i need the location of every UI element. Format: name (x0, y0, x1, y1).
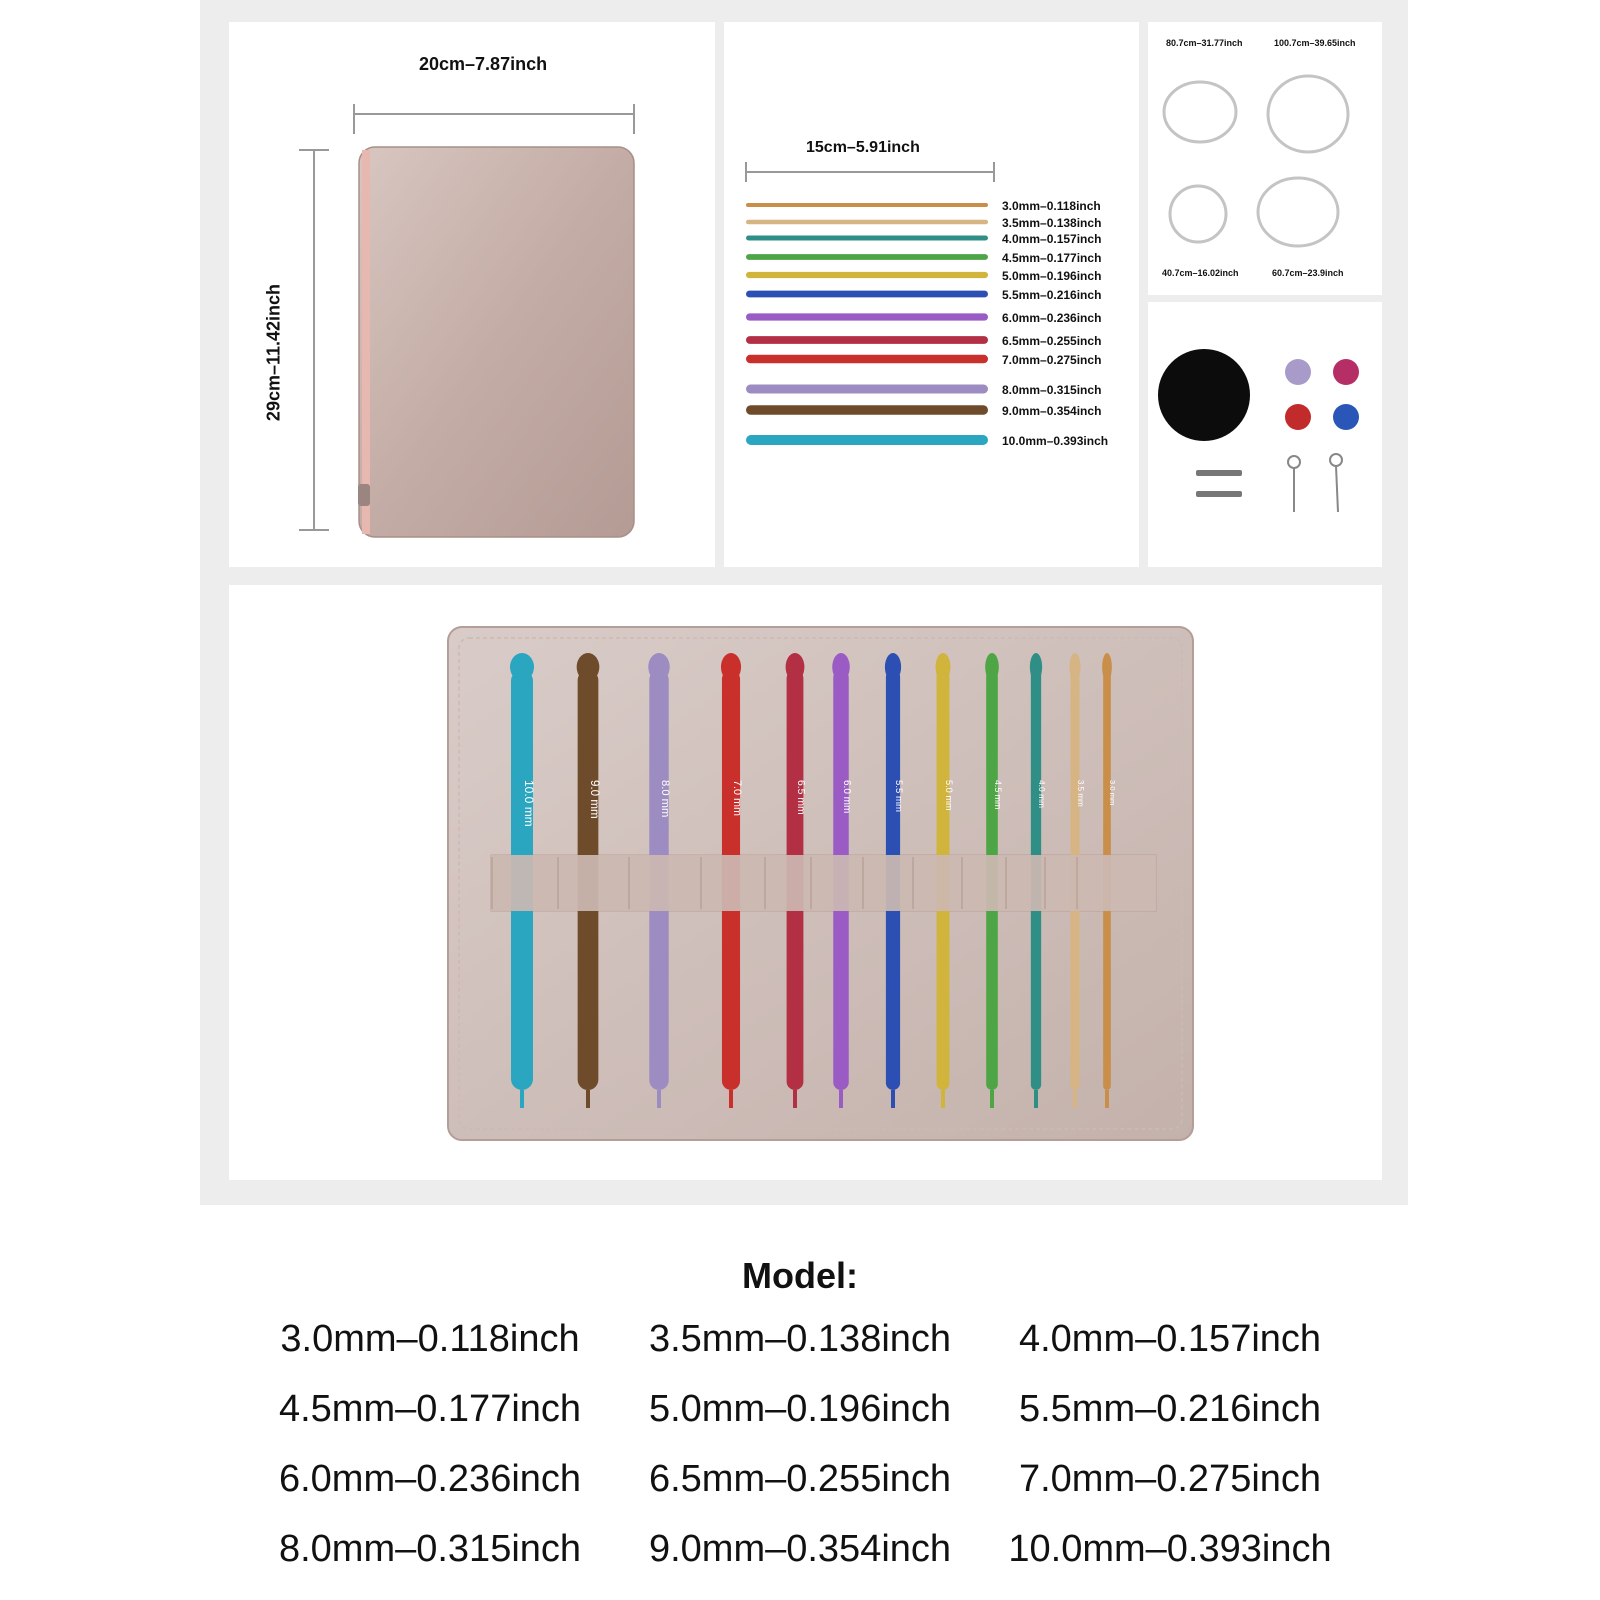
open-hook-label: 5.0 mm (944, 780, 954, 811)
open-hook-label: 5.5 mm (893, 780, 904, 812)
hook-size-label: 6.5mm–0.255inch (1002, 334, 1102, 348)
open-hook-tip (657, 1090, 661, 1108)
hook-row-1 (746, 199, 1101, 213)
model-size-item: 4.0mm–0.157inch (1018, 1318, 1322, 1360)
stopper-blue (1333, 404, 1359, 430)
hook-bar (746, 355, 988, 363)
accessories-panel (1148, 302, 1382, 567)
open-hook-tip (793, 1090, 797, 1108)
model-size-item: 10.0mm–0.393inch (1008, 1528, 1332, 1570)
open-hook-head (721, 653, 741, 681)
cables-illustration (1148, 22, 1382, 295)
hook-size-label: 10.0mm–0.393inch (1002, 434, 1109, 448)
hook-size-label: 4.5mm–0.177inch (1002, 251, 1102, 265)
open-hook-label: 6.5 mm (795, 780, 806, 815)
hook-row-2 (746, 216, 1101, 230)
open-hook-tip (1073, 1090, 1077, 1108)
hook-row-7 (746, 311, 1101, 325)
stopper-purple (1285, 359, 1311, 385)
hook-row-8 (746, 334, 1101, 348)
model-size-item: 7.0mm–0.275inch (1018, 1458, 1322, 1500)
hook-bar (746, 336, 988, 344)
open-case-panel (229, 585, 1382, 1180)
cable-label-1: 80.7cm–31.77inch (1166, 38, 1243, 48)
case-width-label: 20cm–7.87inch (419, 54, 548, 74)
model-size-item: 6.5mm–0.255inch (648, 1458, 952, 1500)
model-size-item: 3.5mm–0.138inch (648, 1318, 952, 1360)
model-size-item: 6.0mm–0.236inch (278, 1458, 582, 1500)
connector-2 (1196, 491, 1242, 497)
open-hook-label: 9.0 mm (588, 780, 601, 819)
open-hook-label: 6.0 mm (841, 780, 852, 814)
hook-bar (746, 272, 988, 278)
open-hook-head (985, 653, 999, 681)
hook-size-label: 3.0mm–0.118inch (1002, 199, 1101, 213)
hook-bar (746, 313, 988, 320)
cables-panel (1148, 22, 1382, 295)
cable-loop-2 (1268, 76, 1348, 152)
hook-row-3 (746, 232, 1101, 246)
hook-size-label: 7.0mm–0.275inch (1002, 353, 1102, 367)
hook-bar (746, 203, 988, 207)
model-size-item: 3.0mm–0.118inch (280, 1318, 580, 1360)
hook-size-label: 9.0mm–0.354inch (1002, 404, 1102, 418)
open-hook-label: 4.5 mm (993, 780, 1003, 810)
model-size-item: 9.0mm–0.354inch (648, 1528, 952, 1570)
closed-case-panel (229, 22, 715, 567)
hook-row-11 (746, 404, 1101, 418)
open-hook-head (786, 653, 805, 681)
accessories-illustration (1148, 302, 1382, 567)
cable-loop-3 (1170, 186, 1226, 242)
hook-bar (746, 235, 988, 240)
open-hook-head (832, 653, 850, 681)
open-hook-head (1070, 653, 1081, 681)
open-hook-head (577, 653, 600, 681)
hook-size-label: 5.0mm–0.196inch (1002, 269, 1102, 283)
open-hook-tip (520, 1090, 524, 1108)
connector-1 (1196, 470, 1242, 476)
hook-row-12 (746, 434, 1108, 448)
case-height-label: 29cm–11.42inch (263, 283, 284, 422)
hook-bar (746, 220, 988, 225)
closed-case-illustration (229, 22, 715, 567)
open-hook-tip (990, 1090, 994, 1108)
open-hook-head (648, 653, 669, 681)
open-hook-tip (586, 1090, 590, 1108)
open-hook-tip (891, 1090, 895, 1108)
model-size-item: 8.0mm–0.315inch (278, 1528, 582, 1570)
stopper-red (1285, 404, 1311, 430)
hook-size-label: 5.5mm–0.216inch (1002, 288, 1102, 302)
hook-size-label: 6.0mm–0.236inch (1002, 311, 1102, 325)
hook-row-6 (746, 288, 1101, 302)
elastic-strap (491, 855, 1156, 911)
model-size-item: 5.0mm–0.196inch (648, 1388, 952, 1430)
open-case-illustration (229, 585, 1382, 1180)
cable-label-2: 100.7cm–39.65inch (1274, 38, 1356, 48)
hook-row-4 (746, 251, 1101, 265)
open-hook-label: 8.0 mm (659, 780, 671, 818)
hook-bar (746, 291, 988, 298)
cable-loop-1 (1164, 82, 1236, 142)
black-pad (1158, 349, 1250, 441)
open-hook-tip (941, 1090, 945, 1108)
open-hook-label: 3.5 mm (1076, 780, 1085, 807)
hook-bar (746, 405, 988, 415)
open-hook-label: 4.0 mm (1037, 780, 1047, 808)
model-title: Model: (742, 1255, 858, 1296)
open-hook-head (510, 653, 534, 681)
hook-size-label: 8.0mm–0.315inch (1002, 383, 1102, 397)
open-hook-head (1030, 653, 1042, 681)
open-hook-tip (839, 1090, 843, 1108)
open-hook-head (1102, 653, 1112, 681)
open-hook-tip (729, 1090, 733, 1108)
hook-rows (724, 22, 1139, 567)
open-hook-tip (1105, 1090, 1109, 1108)
open-hook-tip (1034, 1090, 1038, 1108)
hook-bar (746, 435, 988, 445)
open-hook-label: 3.0 mm (1108, 780, 1117, 806)
hook-row-10 (746, 383, 1101, 397)
hook-sizes-panel (724, 22, 1139, 567)
model-size-item: 4.5mm–0.177inch (278, 1388, 582, 1430)
open-hook-label: 7.0 mm (731, 780, 743, 816)
hook-bar (746, 385, 988, 394)
stopper-magenta (1333, 359, 1359, 385)
hook-row-9 (746, 353, 1101, 367)
model-size-item: 5.5mm–0.216inch (1018, 1388, 1322, 1430)
cable-label-3: 40.7cm–16.02inch (1162, 268, 1239, 278)
cable-loop-4 (1258, 178, 1338, 246)
hook-row-5 (746, 269, 1101, 283)
open-hook-head (885, 653, 901, 681)
hook-bar (746, 254, 988, 260)
hook-size-label: 4.0mm–0.157inch (1002, 232, 1102, 246)
open-hook-label: 10.0 mm (522, 780, 536, 827)
cable-label-4: 60.7cm–23.9inch (1272, 268, 1344, 278)
hook-size-label: 3.5mm–0.138inch (1002, 216, 1102, 230)
hook-length-label: 15cm–5.91inch (806, 139, 920, 156)
open-hook-head (936, 653, 951, 681)
